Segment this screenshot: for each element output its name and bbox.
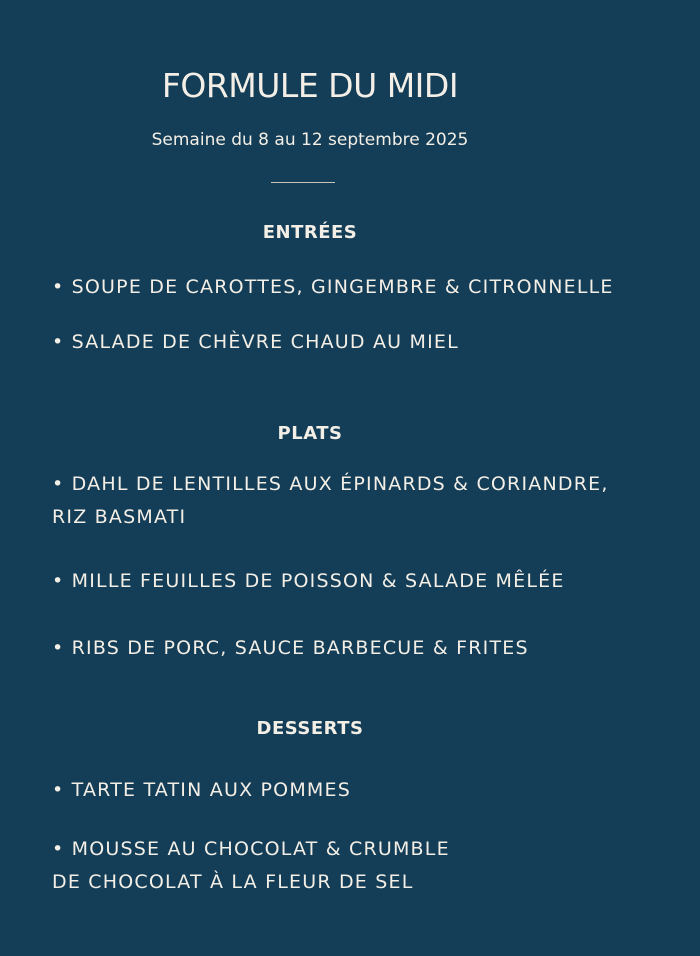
menu-item-line: • SALADE DE CHÈVRE CHAUD AU MIEL — [52, 331, 459, 353]
menu-item-line: • RIBS DE PORC, SAUCE BARBECUE & FRITES — [52, 637, 529, 659]
section-heading-entrees: ENTRÉES — [262, 222, 358, 243]
menu-item-line: DE CHOCOLAT À LA FLEUR DE SEL — [52, 871, 414, 893]
menu-item-line: • DAHL DE LENTILLES AUX ÉPINARDS & CORIANDRE, — [52, 473, 609, 495]
title-divider — [271, 182, 335, 183]
section-heading-plats: PLATS — [277, 423, 343, 444]
section-heading-desserts: DESSERTS — [256, 718, 364, 739]
menu-item-plat-1 — [52, 468, 609, 534]
menu-item-line: • MOUSSE AU CHOCOLAT & CRUMBLE — [52, 838, 450, 860]
menu-item-dessert-2 — [52, 833, 450, 899]
menu-title: FORMULE DU MIDI — [161, 66, 459, 105]
menu-item-line: • MILLE FEUILLES DE POISSON & SALADE MÊLÉE — [52, 570, 565, 592]
menu-item-line: RIZ BASMATI — [52, 506, 187, 528]
menu-item-entree-2 — [52, 326, 459, 359]
menu-item-line: • TARTE TATIN AUX POMMES — [52, 779, 351, 801]
menu-item-plat-3 — [52, 632, 529, 665]
menu-item-plat-2 — [52, 565, 565, 598]
menu-item-line: • SOUPE DE CAROTTES, GINGEMBRE & CITRONNELLE — [52, 276, 614, 298]
week-subtitle: Semaine du 8 au 12 septembre 2025 — [151, 130, 469, 150]
menu-item-dessert-1 — [52, 774, 351, 807]
menu-item-entree-1 — [52, 271, 614, 304]
